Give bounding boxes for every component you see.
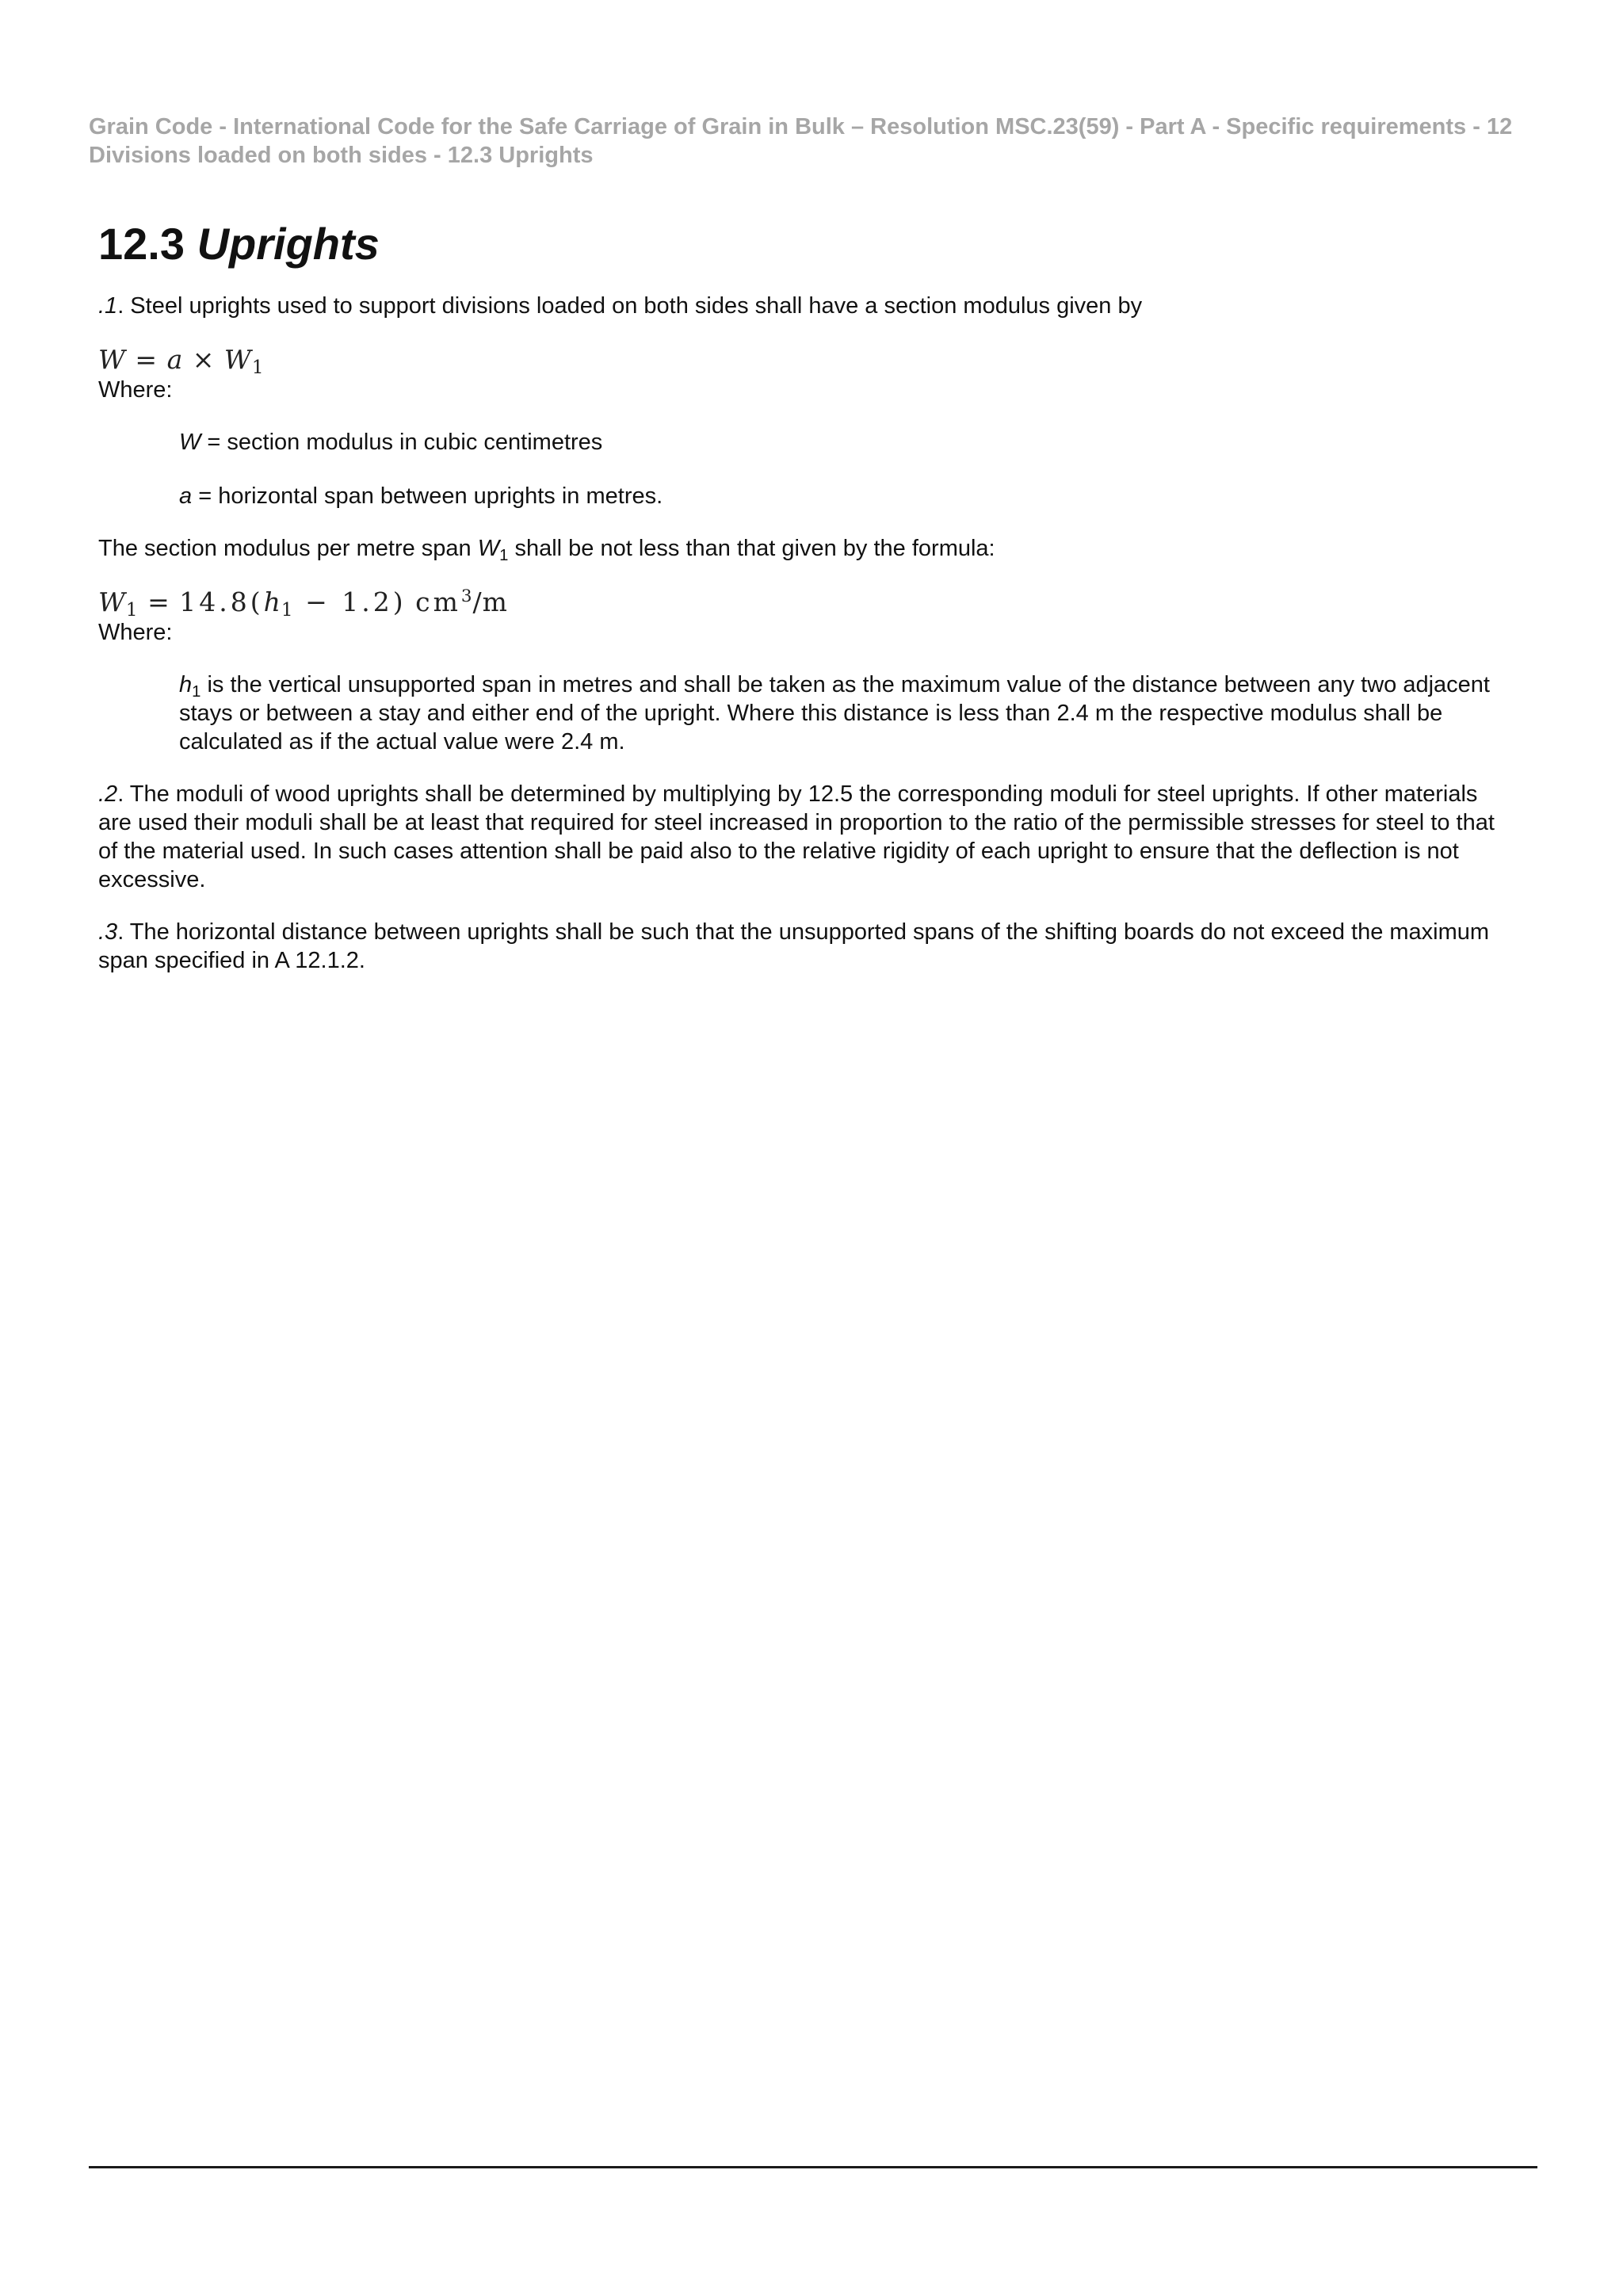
formula-1-w: W [223, 344, 252, 375]
paragraph-1 [98, 292, 1509, 320]
formula-1-a: a [166, 344, 184, 375]
formula-1-times: × [183, 344, 224, 375]
definition-w-text: = section modulus in cubic centimetres [200, 430, 603, 455]
formula-2-h-sub: 1 [281, 600, 294, 621]
section-number: 12.3 [98, 219, 185, 269]
formula-section-modulus [98, 344, 1509, 376]
formula-2-h: h [263, 586, 281, 617]
formula-2-rest: − 1.2) [293, 586, 407, 617]
definition-a-symbol: a [179, 483, 193, 509]
modulus-intro-symbol: W [477, 536, 500, 561]
definition-h1 [179, 670, 1495, 756]
paragraph-2 [98, 780, 1509, 894]
modulus-intro-before: The section modulus per metre span [98, 536, 478, 561]
formula-2-lhs-sub: 1 [125, 600, 139, 621]
definition-w [179, 428, 1509, 457]
definition-w-symbol: W [179, 430, 201, 455]
paragraph-1-number: .1 [98, 293, 118, 319]
section-title [98, 219, 1509, 269]
formula-2-per: /m [472, 586, 508, 617]
paragraph-2-number: .2 [98, 781, 118, 807]
breadcrumb: Grain Code - International Code for the Safe Carriage of Grain in Bulk – Resolution MSC.23(59) - Part A - Specific requirements - 12 Divisions loaded on both sides - 12.3 Uprights [89, 114, 1513, 168]
definition-h1-text: is the vertical unsupported span in metres and shall be taken as the maximum value of the distance between any two adjacent stays or between a stay and either end of the upright. Where this distance is less than 2.4 m the respective modulus shall be calculated as if the actual value were 2.4 m. [179, 672, 1490, 755]
paragraph-modulus-intro [98, 534, 1509, 563]
footer-divider [89, 2166, 1537, 2168]
formula-2-unit-sup: 3 [460, 586, 473, 606]
where-label-2: Where: [98, 620, 173, 645]
section-name: Uprights [197, 219, 380, 269]
formula-modulus-per-metre [98, 586, 1509, 621]
definition-a-text: = horizontal span between uprights in metres. [192, 483, 663, 509]
definition-h1-symbol: h [179, 672, 193, 697]
formula-2-coef: 14.8( [179, 586, 264, 617]
where-label-1: Where: [98, 377, 173, 403]
paragraph-3-number: .3 [98, 919, 118, 945]
document-body [98, 219, 1509, 999]
paragraph-3-text: . The horizontal distance between uprights shall be such that the unsupported spans of the shifting boards do not exceed the maximum span specified in A 12.1.2. [98, 919, 1490, 973]
modulus-intro-after: shall be not less than that given by the formula: [508, 536, 995, 561]
formula-2-eq: = [138, 586, 180, 617]
paragraph-2-text: . The moduli of wood uprights shall be determined by multiplying by 12.5 the corresponding moduli for steel uprights. If other materials are used their moduli shall be at least that required for steel increased in proportion to the ratio of the permissible stresses for steel to that of the material used. In such cases attention shall be paid also to the relative rigidity of each upright to ensure that the deflection is not excessive. [98, 781, 1495, 892]
paragraph-3 [98, 918, 1509, 975]
definition-h1-sub: 1 [192, 683, 201, 701]
definition-a [179, 482, 1509, 510]
formula-1-lhs: W [98, 344, 126, 375]
formula-1-w-sub: 1 [251, 357, 265, 378]
formula-2-unit: cm [415, 586, 461, 617]
formula-1-eq: = [125, 344, 167, 375]
modulus-intro-sub: 1 [499, 547, 509, 564]
formula-2-lhs: W [98, 586, 126, 617]
paragraph-1-text: . Steel uprights used to support divisions loaded on both sides shall have a section modulus given by [117, 293, 1143, 319]
